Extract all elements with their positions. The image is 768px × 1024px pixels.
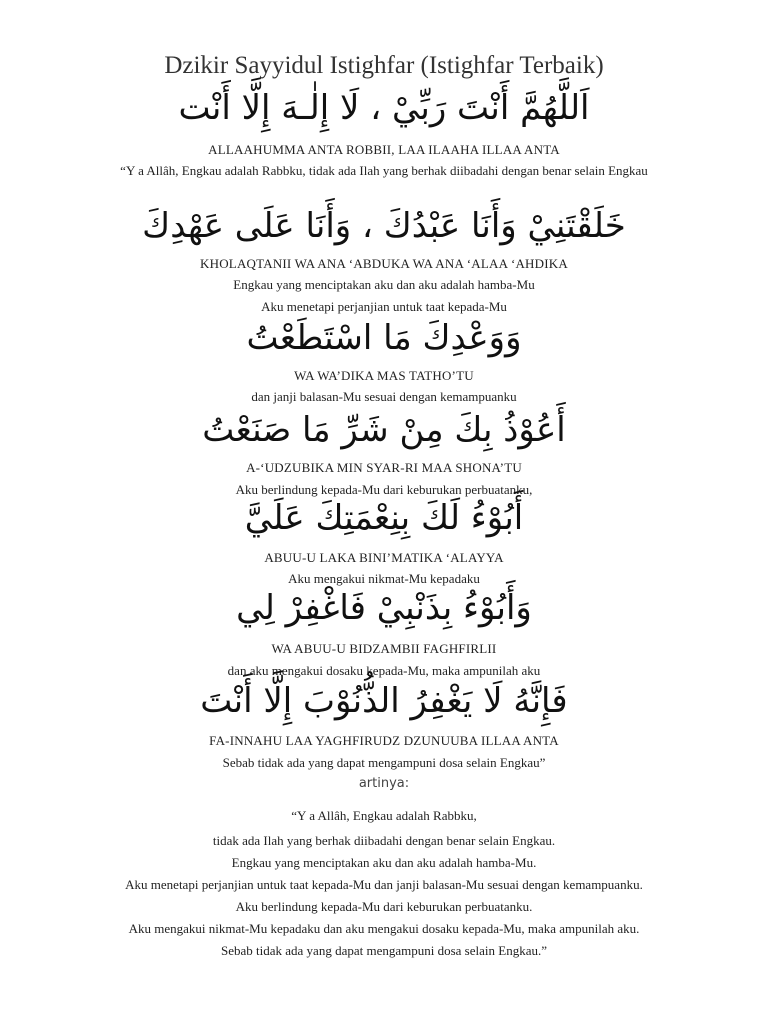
artinya-line-1: “Y a Allâh, Engkau adalah Rabbku, [291,808,477,823]
meaning-4: Aku berlindung kepada-Mu dari keburukan perbuatanku, [235,482,533,497]
meaning-3: dan janji balasan-Mu sesuai dengan kemampuanku [251,389,517,404]
transliteration-7: FA-INNAHU LAA YAGHFIRUDZ DZUNUUBA ILLAA ANTA [209,733,559,748]
arabic-verse-3: وَوَعْدِكَ مَا اسْتَطَعْتُ [246,318,522,358]
arabic-verse-4: أَعُوْذُ بِكَ مِنْ شَرِّ مَا صَنَعْتُ [202,410,566,450]
meaning-2b: Aku menetapi perjanjian untuk taat kepada-Mu [261,299,507,314]
artinya-label: artinya: [358,776,410,791]
meaning-1: “Y a Allâh, Engkau adalah Rabbku, tidak ada Ilah yang berhak diibadahi dengan benar selain Engkau [120,163,648,178]
arabic-verse-6: وَأَبُوْءُ بِذَنْبِيْ فَاغْفِرْ لِي [236,588,532,628]
page-title: Dzikir Sayyidul Istighfar (Istighfar Terbaik) [164,52,604,79]
transliteration-1: ALLAAHUMMA ANTA ROBBII, LAA ILAAHA ILLAA ANTA [208,142,560,157]
meaning-2a: Engkau yang menciptakan aku dan aku adalah hamba-Mu [233,277,535,292]
transliteration-3: WA WA’DIKA MAS TATHO’TU [294,368,474,383]
artinya-line-4: Aku menetapi perjanjian untuk taat kepada-Mu dan janji balasan-Mu sesuai dengan kemampuanku. [125,877,643,892]
artinya-line-5: Aku berlindung kepada-Mu dari keburukan perbuatanku. [235,899,533,914]
meaning-7: Sebab tidak ada yang dapat mengampuni dosa selain Engkau” [222,755,546,770]
transliteration-5: ABUU-U LAKA BINI’MATIKA ‘ALAYYA [264,550,504,565]
arabic-verse-2: خَلَقْتَنِيْ وَأَنَا عَبْدُكَ ، وَأَنَا عَلَى عَهْدِكَ [142,206,626,246]
transliteration-2: KHOLAQTANII WA ANA ‘ABDUKA WA ANA ‘ALAA ‘AHDIKA [200,256,568,271]
meaning-5: Aku mengakui nikmat-Mu kepadaku [288,571,480,586]
artinya-line-7: Sebab tidak ada yang dapat mengampuni dosa selain Engkau.” [221,943,547,958]
artinya-line-2: tidak ada Ilah yang berhak diibadahi dengan benar selain Engkau. [212,833,556,848]
arabic-verse-5: أَبُوْءُ لَكَ بِنِعْمَتِكَ عَلَيَّ [244,498,524,538]
meaning-6: dan aku mengakui dosaku kepada-Mu, maka ampunilah aku [227,663,541,678]
artinya-line-3: Engkau yang menciptakan aku dan aku adalah hamba-Mu. [231,855,537,870]
arabic-verse-7: فَإِنَّهُ لَا يَغْفِرُ الذُّنُوْبَ إِلَّا أَنْتَ [200,681,568,721]
transliteration-6: WA ABUU-U BIDZAMBII FAGHFIRLII [271,641,497,656]
artinya-line-6: Aku mengakui nikmat-Mu kepadaku dan aku mengakui dosaku kepada-Mu, maka ampunilah aku. [128,921,640,936]
arabic-verse-1: اَللَّهُمَّ أَنْتَ رَبِّيْ ، لَا إِلٰـهَ إِلَّا أَنْت [178,88,590,128]
transliteration-4: A-‘UDZUBIKA MIN SYAR-RI MAA SHONA’TU [246,460,522,475]
